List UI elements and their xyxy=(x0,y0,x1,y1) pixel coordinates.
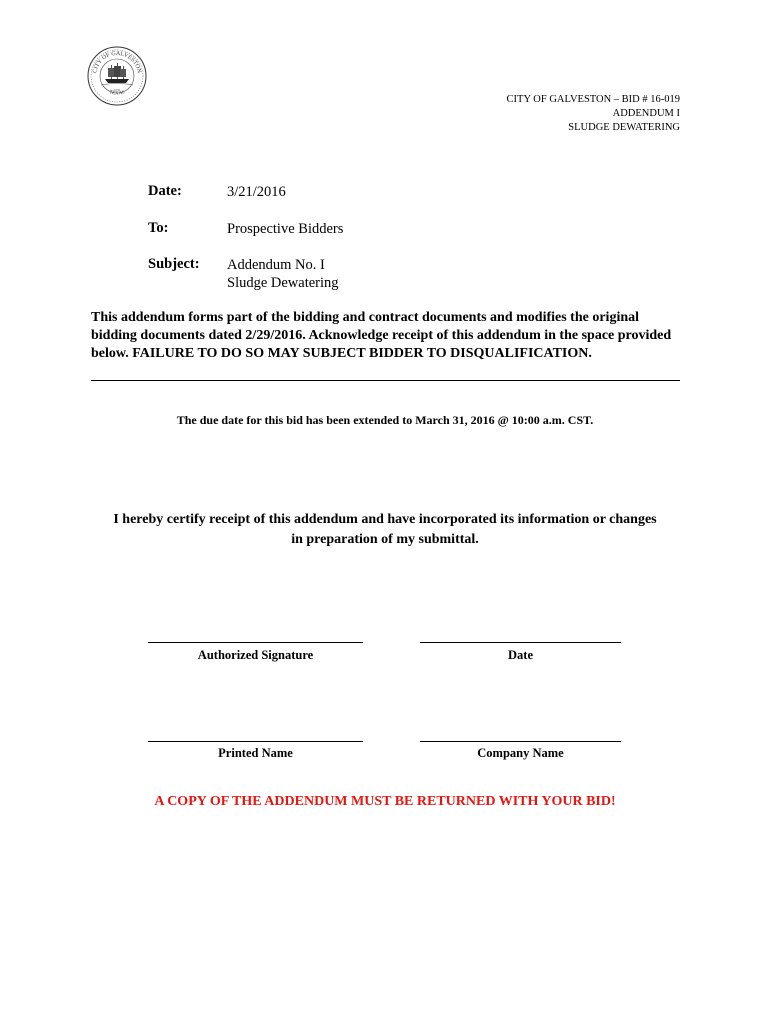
date-signature-line[interactable] xyxy=(420,642,621,643)
certification-line-1: I hereby certify receipt of this addendum and have incorporated its information or changes xyxy=(113,512,657,527)
date-label: Date: xyxy=(148,183,182,199)
seal-bottom-text: TEXAS xyxy=(108,90,126,97)
printed-name-label: Printed Name xyxy=(218,746,293,760)
city-seal-logo xyxy=(86,45,148,107)
seal-year: 1839 xyxy=(114,88,120,92)
company-name-line[interactable] xyxy=(420,741,621,742)
header-addendum-line: ADDENDUM I xyxy=(612,108,680,119)
certification-line-2: in preparation of my submittal. xyxy=(291,532,479,547)
company-name-label: Company Name xyxy=(477,746,564,760)
authorized-signature-line[interactable] xyxy=(148,642,363,643)
to-label: To: xyxy=(148,220,169,236)
subject-value-line1: Addendum No. I xyxy=(227,257,325,273)
addendum-notice: This addendum forms part of the bidding and contract documents and modifies the original bidding documents dated 2/29/2016. Acknowledge receipt of this addendum in the space provided below. FAILURE TO DO SO MAY SUBJECT BIDDER TO DISQUALIFICATION. xyxy=(91,310,672,361)
section-divider xyxy=(91,380,680,381)
authorized-signature-label: Authorized Signature xyxy=(197,648,314,662)
to-value: Prospective Bidders xyxy=(227,221,344,237)
document-header xyxy=(507,93,680,135)
header-project-line: SLUDGE DEWATERING xyxy=(568,122,680,133)
seal-top-text: CITY OF GALVESTON xyxy=(92,50,142,74)
header-bid-line: CITY OF GALVESTON – BID # 16-019 xyxy=(506,94,680,105)
due-date-extension: The due date for this bid has been extended to March 31, 2016 @ 10:00 a.m. CST. xyxy=(176,413,594,427)
printed-name-line[interactable] xyxy=(148,741,363,742)
subject-label: Subject: xyxy=(148,256,200,272)
subject-value-line2: Sludge Dewatering xyxy=(227,275,339,291)
date-signature-label: Date xyxy=(508,648,533,662)
date-value: 3/21/2016 xyxy=(227,184,286,200)
certification-statement xyxy=(85,510,685,550)
return-warning: A COPY OF THE ADDENDUM MUST BE RETURNED WITH YOUR BID! xyxy=(154,794,616,809)
